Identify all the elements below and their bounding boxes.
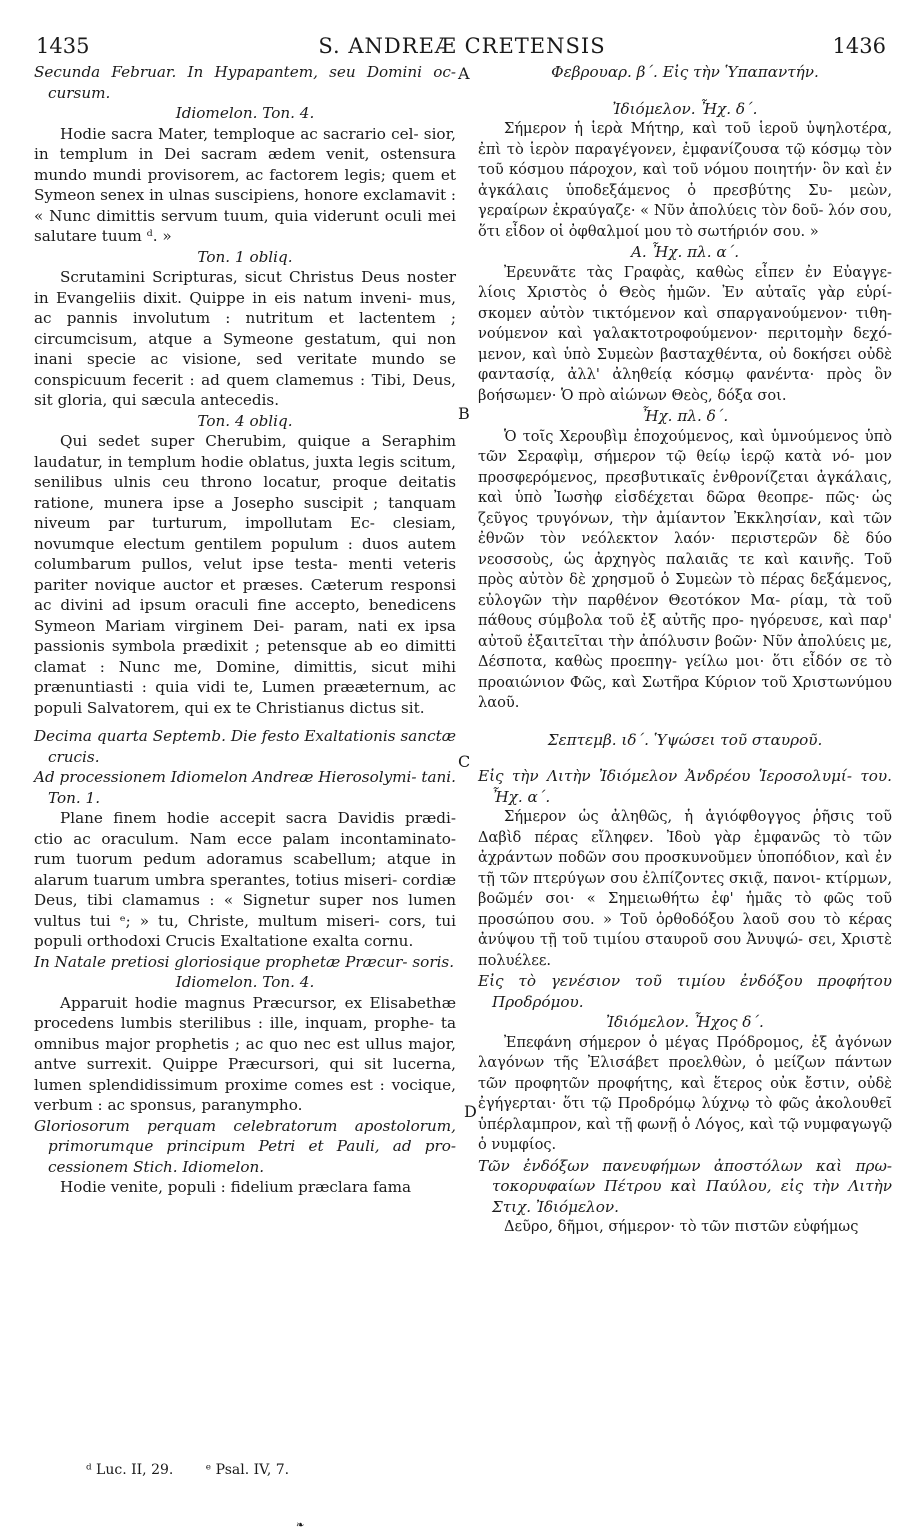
greek-paragraph: Δεῦρο, δῆμοι, σήμερον· τὸ τῶν πιστῶν εὐφήμως bbox=[504, 1218, 859, 1235]
latin-paragraph: Apparuit hodie magnus Præcursor, ex Elisabethæ procedens lumbis sterilibus : ille, inquam, prophe- ta omnibus major prophetis ; ac quo nec est ullus major, antve surrexit. Quippe Præcursori, qui sit lucerna, lumen splendidissimum proxime comes est : vocique, verbum : ac sponsus, paranympho. bbox=[34, 993, 456, 1114]
greek-column bbox=[478, 62, 892, 1238]
section-marker-d: D bbox=[464, 1102, 477, 1121]
footnotes bbox=[86, 1462, 317, 1478]
latin-column bbox=[34, 62, 456, 1198]
greek-paragraph: Φεβρουαρ. β΄. Εἰς τὴν Ὑπαπαντήν. bbox=[551, 63, 819, 81]
greek-paragraph: Εἰς τὴν Λιτὴν Ἰδιόμελον Ἀνδρέου Ἱεροσολυμί- του. Ἦχ. α΄. bbox=[478, 767, 892, 806]
section-marker-b: B bbox=[458, 404, 470, 423]
page-ornament: ❧ bbox=[296, 1520, 305, 1531]
latin-paragraph: Secunda Februar. In Hypapantem, seu Domini oc- cursum. bbox=[34, 63, 456, 102]
latin-paragraph: Hodie sacra Mater, temploque ac sacrario cel- sior, in templum in Dei sacram ædem venit, ostensura mundo mundi provisorem, ac factorem legis; quem et Symeon senex in ulnas suscipiens, honore exclamavit : « Nunc dimittis servum tuum, quia viderunt oculi mei salutare tuum ᵈ. » bbox=[34, 124, 457, 245]
latin-paragraph: Plane finem hodie accepit sacra Davidis prædi- ctio ac oraculum. Nam ecce palam incontaminato- rum tuorum pedum adoramus scabellum; atque in alarum tuarum umbra sperantes, totius miseri- cordiæ Deus, tibi clamamus : « Signetur super nos lumen vultus tui ᵉ; » tu, Christe, multum miseri- cors, tui populi orthodoxi Crucis Exaltatione exalta cornu. bbox=[34, 809, 456, 950]
spacer bbox=[34, 718, 456, 726]
spacer bbox=[478, 83, 892, 99]
footnote: ᵉ Psal. IV, 7. bbox=[205, 1462, 290, 1478]
footnote: ᵈ Luc. II, 29. bbox=[86, 1462, 174, 1478]
greek-paragraph: Σήμερον ὡς ἀληθῶς, ἡ ἁγιόφθογγος ῥῆσις τοῦ Δαβὶδ πέρας εἴληφεν. Ἰδοὺ γὰρ ἐμφανῶς τὸ τῶν ἀχράντων ποδῶν σου προσκυνοῦμεν ὑποπόδιον, καὶ ἐν τῇ τῶν πτερύγων σου ἐλπίζοντες σκιᾷ, πανοι- κτίρμων, βοῶμέν σοι· « Σημειωθήτω ἐφ' ἡμᾶς τὸ φῶς τοῦ προσώπου σου. » Τοῦ ὀρθοδόξου λαοῦ σου τὸ κέρας ἀνύψου τῇ τοῦ τιμίου σταυροῦ σου Ἀνυψώ- σει, Χριστὲ πολυέλεε. bbox=[478, 808, 892, 969]
greek-paragraph: Ἐπεφάνη σήμερον ὁ μέγας Πρόδρομος, ἐξ ἀγόνων λαγόνων τῆς Ἐλισάβετ προελθὼν, ὁ μείζων πάντων τῶν προφητῶν προφήτης, καὶ ἕτερος οὐκ ἔστιν, οὐδὲ ἐγήγερται· ὅτι τῷ Προδρόμῳ λύχνῳ τὸ φῶς ἀκολουθεῖ ὑπέρλαμπρον, καὶ τῇ φωνῇ ὁ Λόγος, καὶ τῷ νυμφαγωγῷ ὁ νυμφίος. bbox=[478, 1033, 892, 1153]
latin-paragraph: Qui sedet super Cherubim, quique a Seraphim laudatur, in templum hodie oblatus, juxta legis scitum, senilibus ulnis ceu throno locatur, proque deitatis ratione, munera ipse a Josepho suscipit ; tanquam niveum par turturum, impollutam Ec- clesiam, novumque electum gentilem populum : duos autem columbarum pullos, velut ipse testa- menti veteris pariter novique auctor et præses. Cæterum responsi ac divini ad ipsum oraculi fine accepto, benedicens Symeon Mariam virginem Dei- param, nati ex ipsa passionis symbola prædixit ; petensque ab eo dimitti clamat : Nunc me, Domine, dimittis, sicut mihi prænuntiasti : quia vidi te, Lumen prææternum, ac populi Salvatorem, qui ex te Christianus dictus sit. bbox=[34, 432, 456, 717]
section-marker-a: A bbox=[458, 64, 470, 83]
greek-paragraph: Εἰς τὸ γενέσιον τοῦ τιμίου ἐνδόξου προφήτου Προδρόμου. bbox=[478, 972, 892, 1011]
greek-paragraph: Ἦχ. πλ. δ΄. bbox=[641, 407, 729, 425]
running-title: S. ANDREÆ CRETENSIS bbox=[318, 34, 606, 58]
greek-paragraph: Τῶν ἐνδόξων πανευφήμων ἀποστόλων καὶ πρω- τοκορυφαίων Πέτρου καὶ Παύλου, εἰς τὴν Λιτὴν Στιχ. Ἰδιόμελον. bbox=[478, 1156, 892, 1216]
greek-paragraph: Ἰδιόμελον. Ἦχ. δ΄. bbox=[612, 99, 758, 118]
latin-paragraph: Ad processionem Idiomelon Andreæ Hierosolymi- tani. Ton. 1. bbox=[34, 768, 456, 807]
latin-paragraph: Gloriosorum perquam celebratorum apostolorum, primorumque principum Petri et Pauli, ad pro- cessionem Stich. Idiomelon. bbox=[34, 1116, 456, 1176]
spacer bbox=[478, 714, 892, 730]
greek-paragraph: Σήμερον ἡ ἱερὰ Μήτηρ, καὶ τοῦ ἱεροῦ ὑψηλοτέρα, ἐπὶ τὸ ἱερὸν παραγέγονεν, ἐμφανίζουσα τῷ κόσμῳ τὸν τοῦ κόσμου πάροχον, καὶ τοῦ νόμου ποιητήν· ὃν καὶ ἐν ἀγκάλαις ὑποδεξάμενος ὁ πρεσβύτης Συ- μεὼν, γεραίρων ἐκραύγαζε· « Νῦν ἀπολύεις τὸν δοῦ- λόν σου, ὅτι εἶδον οἱ ὀφθαλμοί μου τὸ σωτήριόν σου. » bbox=[478, 120, 892, 240]
section-marker-c: C bbox=[458, 752, 471, 771]
latin-paragraph: Decima quarta Septemb. Die festo Exaltationis sanctæ crucis. bbox=[34, 727, 456, 766]
latin-paragraph: Ton. 1 obliq. bbox=[197, 247, 293, 266]
greek-paragraph: Σεπτεμβ. ιδ΄. Ὑψώσει τοῦ σταυροῦ. bbox=[547, 730, 823, 749]
greek-paragraph: Ἰδιόμελον. Ἦχος δ΄. bbox=[606, 1013, 764, 1031]
page-number-right: 1436 bbox=[832, 34, 886, 58]
spacer bbox=[478, 750, 892, 766]
latin-paragraph: In Natale pretiosi gloriosique prophetæ Præcur- soris. bbox=[34, 952, 455, 971]
latin-paragraph: Ton. 4 obliq. bbox=[197, 411, 293, 430]
page-number-left: 1435 bbox=[36, 34, 90, 58]
latin-paragraph: Hodie venite, populi : fidelium præclara fama bbox=[60, 1178, 412, 1196]
latin-paragraph: Scrutamini Scripturas, sicut Christus Deus noster in Evangeliis dixit. Quippe in eis natum inveni- mus, ac pannis involutum : nutritum et lactentem ; circumcisum, atque a Symeone gestatum, qui non inani specie ac visione, sed veritate mundo se conspicuum fecerit : ad quem clamemus : Tibi, Deus, sit gloria, qui sæcula antecedis. bbox=[34, 268, 456, 409]
latin-paragraph: Idiomelon. Ton. 4. bbox=[175, 973, 315, 991]
greek-paragraph: Ὁ τοῖς Χερουβὶμ ἐποχούμενος, καὶ ὑμνούμενος ὑπὸ τῶν Σεραφὶμ, σήμερον τῷ θείῳ ἱερῷ κατὰ νό- μον προσφερόμενος, πρεσβυτικαῖς ἐνθρονίζεται ἀγκάλαις, καὶ ὑπὸ Ἰωσὴφ εἰσδέχεται δῶρα θεοπρε- πῶς· ὡς ζεῦγος τρυγόνων, τὴν ἀμίαντον Ἐκκλησίαν, καὶ τῶν ἐθνῶν τὸν νεόλεκτον λαόν· περιστερῶν δὲ δύο νεοσσοὺς, ὡς ἀρχηγὸς παλαιᾶς τε καὶ καινῆς. Τοῦ πρὸς αὐτὸν δὲ χρησμοῦ ὁ Συμεὼν τὸ πέρας δεξάμενος, εὐλογῶν τὴν παρθένον Θεοτόκον Μα- ρίαμ, τὰ τοῦ πάθους σύμβολα τοῦ ἐξ αὐτῆς προ- ηγόρευσε, καὶ παρ' αὐτοῦ ἐξαιτεῖται τὴν ἀπόλυσιν βοῶν· Νῦν ἀπολύεις με, Δέσποτα, καθὼς προεπηγ- γείλω μοι· ὅτι εἶδόν σε τὸ προαιώνιον Φῶς, καὶ Σωτῆρα Κύριον τοῦ Χριστωνύμου λαοῦ. bbox=[478, 427, 892, 711]
latin-paragraph: Idiomelon. Ton. 4. bbox=[175, 104, 315, 122]
greek-paragraph: Α. Ἦχ. πλ. α΄. bbox=[630, 243, 740, 261]
greek-paragraph: Ἐρευνᾶτε τὰς Γραφὰς, καθὼς εἶπεν ἐν Εὐαγγε- λίοις Χριστὸς ὁ Θεὸς ἡμῶν. Ἐν αὐταῖς γὰρ εὑρί- σκομεν αὐτὸν τικτόμενον καὶ σπαργανούμενον· τιθη- νούμενον καὶ γαλακτοτροφούμενον· περιτομὴν δεχό- μενον, καὶ ὑπὸ Συμεὼν βασταχθέντα, οὐ δοκήσει οὐδὲ φαντασίᾳ, ἀλλ' ἀληθείᾳ κόσμῳ φανέντα· πρὸς ὃν βοήσωμεν· Ὁ πρὸ αἰώνων Θεὸς, δόξα σοι. bbox=[478, 263, 892, 404]
